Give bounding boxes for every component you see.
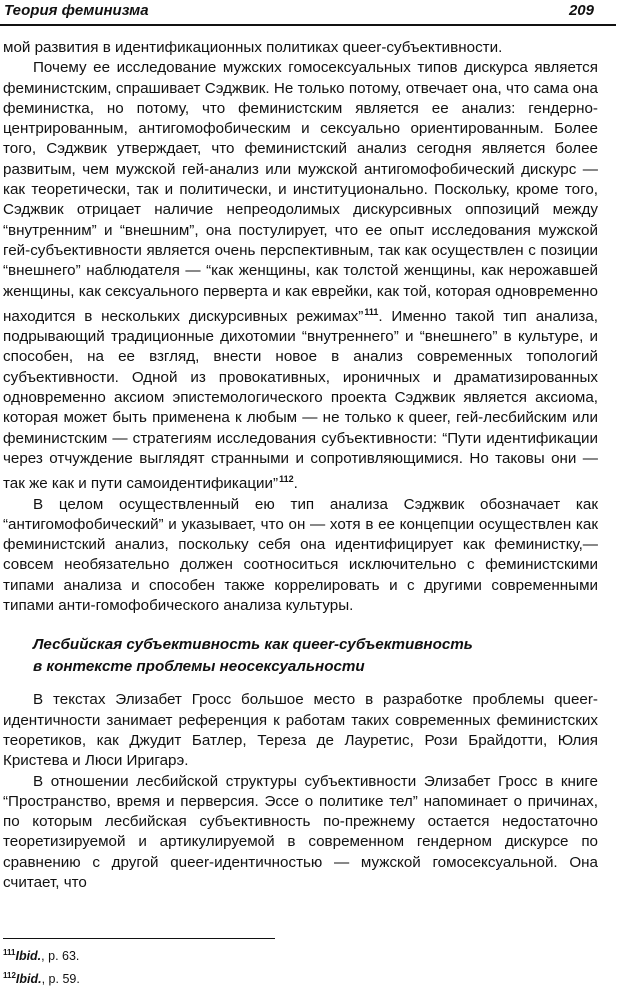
section-heading: Лесбийская субъективность как queer-субъективность в контексте проблемы неосексуальности (33, 636, 473, 676)
page-number: 209 (568, 2, 594, 19)
paragraph: В целом осуществленный ею тип анализа Сэджвик обозначает как “антигомофобический” и указывает, что он — хотя в ее концепции осуществлен как феминистский анализ, поскольку себя она идентифицирует как феминистку,— совсем необязательно должен соотноситься исключительно с феминистскими типами анализа и способен также коррелировать и с другими современными типами анти-гомофобического анализа культуры. (3, 495, 598, 615)
main-text (3, 38, 598, 893)
footnotes (3, 938, 303, 989)
paragraph: Почему ее исследование мужских гомосексуальных типов дискурса является феминистским, спрашивает Сэджвик. Не только потому, отвечает она, что сама она феминистка, но потому, что феминистским является ее анализ: гендерно-центрированным, антигомофобическим и сексуально ориентированным. Более того, Сэджвик утверждает, что феминистский анализ сегодня является более развитым, чем мужской гей-анализ или мужской антигомофобический дискурс — как теоретически, так и политически, и институционально. Поскольку, кроме того, Сэджвик отрицает наличие непреодолимых дискурсивных оппозиций между “внутренним” и “внешним”, она постулирует, что ее опыт исследования мужской гей-субъективности является очень перспективным, так как осуществлен с позиции “внешнего” наблюдателя — “как женщины, как толстой женщины, как нерожавшей женщины, как сексуального перверта и как еврейки, как той, которая одновременно находится в нескольких дискурсивных режимах”$^{111}$. Именно такой тип анализа, подрывающий традиционные дихотомии “внутреннего” и “внешнего” в культуре, и способен, на ее взгляд, внести новое в анализ современных топологий субъективности. Одной из провокативных, ироничных и драматизированных одновременно аксиом эпистемологического проекта Сэджвик является аксиома, которая может быть применена к любым — не только к queer, гей-лесбийским или феминистским — стратегиям исследования субъективности: “Пути идентификации через отчуждение выглядят странными и сопротивляющимися. Но таковы они — так же как и пути самоидентификации”$^{112}$. (3, 59, 598, 493)
footnote: $^{111}$Ibid., p. 63. (3, 948, 80, 963)
paragraph: мой развития в идентификационных политиках queer-субъективности. (3, 39, 503, 56)
page-header (0, 0, 620, 24)
paragraph: В текстах Элизабет Гросс большое место в разработке проблемы queer-идентичности занимает референция к работам таких современных феминистских теоретиков, как Джудит Батлер, Тереза де Лауретис, Рози Брайдотти, Юлия Кристева и Люси Иригарэ. (3, 691, 598, 770)
header-rule (0, 24, 616, 26)
footnote: $^{112}$Ibid., p. 59. (3, 971, 80, 986)
footnote-ref: 111 (364, 306, 379, 317)
running-title: Теория феминизма (4, 2, 149, 19)
footnote-ref: 112 (279, 474, 294, 485)
footnote-rule (3, 938, 275, 939)
paragraph: В отношении лесбийской структуры субъективности Элизабет Гросс в книге “Пространство, время и перверсия. Эссе о политике тел” напоминает о причинах, по которым лесбийская субъективность по-прежнему остается недостаточно теоретизируемой и артикулируемой в современном гендерном дискурсе по сравнению с другой queer-идентичностью — мужской гомосексуальной. Она считает, что (3, 772, 598, 891)
